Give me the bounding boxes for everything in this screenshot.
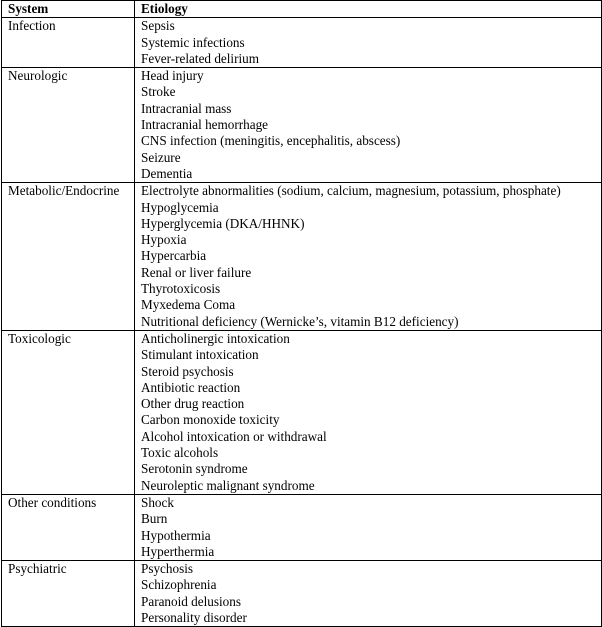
system-cell: Other conditions <box>2 494 135 560</box>
etiology-item: Hypercarbia <box>141 248 207 264</box>
etiology-cell <box>135 561 602 627</box>
system-cell: Neurologic <box>2 68 135 183</box>
etiology-item: Stroke <box>141 84 176 100</box>
etiology-item: Hypothermia <box>141 527 211 543</box>
table-row <box>2 68 602 183</box>
etiology-item: Hypoxia <box>141 232 187 248</box>
etiology-item: Systemic infections <box>141 34 245 50</box>
etiology-item: Anticholinergic intoxication <box>141 330 290 346</box>
table-row <box>2 183 602 331</box>
table-body <box>2 18 602 627</box>
etiology-item: Stimulant intoxication <box>141 347 259 363</box>
system-cell: Metabolic/Endocrine <box>2 183 135 331</box>
etiology-item: CNS infection (meningitis, encephalitis, abscess) <box>141 133 401 149</box>
etiology-item: Thyrotoxicosis <box>141 281 221 297</box>
etiology-item: Hyperthermia <box>141 543 215 559</box>
etiology-table <box>1 0 602 627</box>
etiology-item: Myxedema Coma <box>141 297 236 313</box>
etiology-item: Personality disorder <box>141 609 247 625</box>
etiology-item: Toxic alcohols <box>141 445 219 461</box>
etiology-item: Sepsis <box>141 18 175 34</box>
etiology-item: Fever-related delirium <box>141 50 260 66</box>
etiology-item: Schizophrenia <box>141 577 217 593</box>
etiology-item: Burn <box>141 511 168 527</box>
etiology-item: Electrolyte abnormalities (sodium, calcium, magnesium, potassium, phosphate) <box>141 183 561 199</box>
etiology-cell <box>135 330 602 494</box>
etiology-item: Dementia <box>141 165 193 181</box>
etiology-item: Steroid psychosis <box>141 363 234 379</box>
etiology-cell <box>135 68 602 183</box>
header-row <box>2 1 602 18</box>
etiology-item: Carbon monoxide toxicity <box>141 412 280 428</box>
header-system: System <box>2 1 135 18</box>
system-cell: Toxicologic <box>2 330 135 494</box>
etiology-item: Shock <box>141 494 174 510</box>
table-row <box>2 18 602 68</box>
etiology-item: Serotonin syndrome <box>141 461 248 477</box>
etiology-item: Hypoglycemia <box>141 199 219 215</box>
etiology-item: Nutritional deficiency (Wernicke’s, vitamin B12 deficiency) <box>141 313 459 329</box>
table-row <box>2 561 602 627</box>
etiology-cell <box>135 183 602 331</box>
etiology-item: Alcohol intoxication or withdrawal <box>141 428 327 444</box>
etiology-item: Seizure <box>141 149 181 165</box>
system-cell: Psychiatric <box>2 561 135 627</box>
etiology-cell <box>135 18 602 68</box>
etiology-item: Paranoid delusions <box>141 593 241 609</box>
etiology-item: Antibiotic reaction <box>141 379 241 395</box>
etiology-item: Head injury <box>141 68 204 84</box>
etiology-item: Psychosis <box>141 561 194 577</box>
system-cell: Infection <box>2 18 135 68</box>
etiology-item: Intracranial mass <box>141 100 232 116</box>
table-row <box>2 330 602 494</box>
header-etiology: Etiology <box>135 1 602 18</box>
etiology-cell <box>135 494 602 560</box>
etiology-item: Neuroleptic malignant syndrome <box>141 477 315 493</box>
etiology-item: Other drug reaction <box>141 396 245 412</box>
table-row <box>2 494 602 560</box>
etiology-item: Intracranial hemorrhage <box>141 117 269 133</box>
etiology-item: Renal or liver failure <box>141 264 252 280</box>
etiology-item: Hyperglycemia (DKA/HHNK) <box>141 215 305 231</box>
